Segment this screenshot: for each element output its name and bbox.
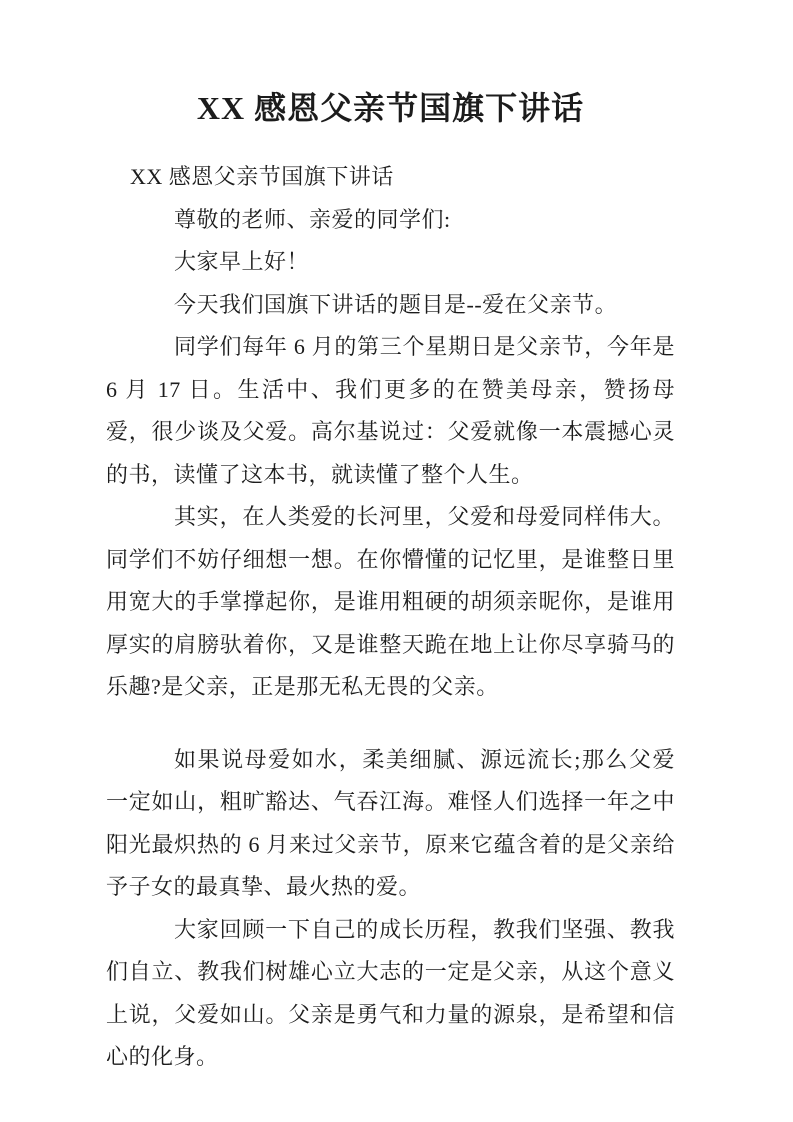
paragraph-body-4: 大家回顾一下自己的成长历程，教我们坚强、教我们自立、教我们树雄心立大志的一定是父亲，从这个意义上说，父爱如山。父亲是勇气和力量的源泉，是希望和信心的化身。: [106, 916, 675, 1069]
paragraph-body-2: 其实，在人类爱的长河里，父爱和母爱同样伟大。同学们不妨仔细想一想。在你懵懂的记忆里，是谁整日里用宽大的手掌撑起你，是谁用粗硬的胡须亲昵你，是谁用厚实的肩膀驮着你，又是谁整天跪在地上让你尽享骑马的乐趣?是父亲，正是那无私无畏的父亲。: [106, 504, 675, 699]
paragraph-body-1: 同学们每年 6 月的第三个星期日是父亲节，今年是 6 月 17 日。生活中、我们更多的在赞美母亲，赞扬母爱，很少谈及父爱。高尔基说过：父爱就像一本震撼心灵的书，读懂了这本书，就读懂了整个人生。: [106, 334, 675, 487]
paragraph-salutation: 尊敬的老师、亲爱的同学们:: [174, 206, 451, 232]
document-title: XX 感恩父亲节国旗下讲话: [196, 90, 585, 126]
paragraph-greeting: 大家早上好！: [174, 249, 310, 274]
blank-line: [106, 709, 675, 739]
paragraph-subtitle: XX 感恩父亲节国旗下讲话: [130, 164, 394, 189]
paragraph-body-3: 如果说母爱如水，柔美细腻、源远流长;那么父爱一定如山，粗旷豁达、气吞江海。难怪人们选择一年之中阳光最炽热的 6 月来过父亲节，原来它蕴含着的是父亲给予子女的最真挚、最火热的爱。: [106, 746, 675, 899]
paragraph-topic: 今天我们国旗下讲话的题目是--爱在父亲节。: [174, 291, 618, 317]
document-body: [106, 156, 675, 1079]
